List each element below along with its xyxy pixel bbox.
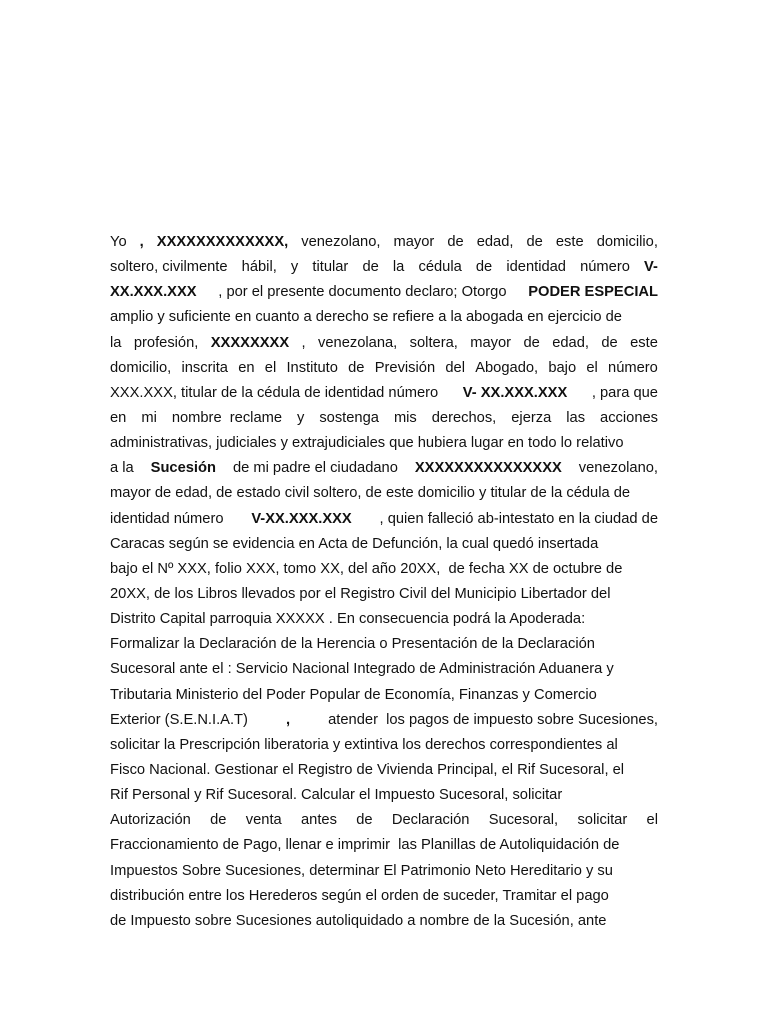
text-line [110, 708, 658, 733]
text-segment: inscrita [181, 359, 228, 376]
text-line [110, 255, 658, 280]
text-segment: en [110, 409, 127, 426]
text-segment: hábil, [241, 259, 277, 276]
text-segment: de mi padre el ciudadano [232, 460, 398, 477]
text-segment: Formalizar la Declaración de la Herencia o Presentación de la Declaración [110, 636, 595, 653]
text-segment: de [447, 234, 464, 250]
text-segment: la [110, 334, 122, 351]
text-line [110, 859, 658, 884]
text-segment: el [646, 812, 658, 829]
text-segment: derechos, [431, 409, 497, 426]
text-segment: solicitar la Prescripción liberatoria y extintiva los derechos correspondientes al [110, 736, 618, 753]
text-segment: venta [245, 812, 282, 829]
text-segment: de [362, 259, 379, 276]
text-line [110, 481, 658, 506]
text-line [110, 808, 658, 833]
text-segment: ejerza [511, 409, 552, 426]
bold-text-segment: PODER ESPECIAL [528, 284, 658, 301]
text-segment: edad, [476, 234, 514, 250]
text-segment: venezolano, [301, 234, 381, 250]
text-segment: y [290, 259, 299, 276]
text-segment: el [586, 359, 598, 376]
text-line [110, 557, 658, 582]
text-line [110, 833, 658, 858]
text-segment: Caracas según se evidencia en Acta de Defunción, la cual quedó insertada [110, 535, 599, 552]
body-paragraph [110, 230, 658, 934]
text-segment: mayor de edad, de estado civil soltero, de este domicilio y titular de la cédula de [110, 485, 631, 502]
text-segment: venezolano, [578, 460, 658, 477]
text-segment: Instituto [286, 359, 338, 376]
text-segment: solicitar [577, 812, 628, 829]
text-segment: Exterior (S.E.N.I.A.T) [110, 711, 248, 728]
text-segment: de [210, 812, 227, 829]
text-segment: , [301, 334, 306, 351]
text-segment: número [580, 259, 630, 276]
text-segment: acciones [600, 409, 658, 426]
text-segment: Tributaria Ministerio del Poder Popular de Economía, Finanzas y Comercio [110, 686, 597, 703]
text-segment: Rif Personal y Rif Sucesoral. Calcular el Impuesto Sucesoral, solicitar [110, 787, 563, 804]
text-segment: Sucesoral, [488, 812, 559, 829]
text-line [110, 280, 658, 305]
text-segment: a la [110, 460, 134, 477]
text-segment: cédula [418, 259, 462, 276]
text-line [110, 532, 658, 557]
text-line [110, 733, 658, 758]
text-segment: el [264, 359, 277, 376]
text-segment: domicilio, [110, 359, 172, 376]
text-line [110, 683, 658, 708]
text-line [110, 758, 658, 783]
text-line [110, 909, 658, 934]
text-line [110, 884, 658, 909]
text-segment: Previsión [374, 359, 436, 376]
text-line [110, 406, 658, 431]
text-line [110, 431, 658, 456]
text-segment: de [348, 359, 365, 376]
text-segment: bajo [548, 359, 577, 376]
bold-text-segment: V-XX.XXX.XXX [251, 510, 352, 527]
text-segment: mi [141, 409, 157, 426]
text-segment: del [445, 359, 465, 376]
text-segment: Yo [110, 234, 127, 250]
text-segment: amplio y suficiente en cuanto a derecho se refiere a la abogada en ejercicio de [110, 309, 622, 326]
text-line [110, 305, 658, 330]
text-segment: Declaración [391, 812, 470, 829]
bold-text-segment: , [139, 234, 144, 250]
bold-text-segment: XXXXXXXXXXXXX, [156, 234, 289, 250]
text-segment: identidad número [110, 510, 224, 527]
text-segment: XXX.XXX, titular de la cédula de identidad número [110, 384, 439, 401]
text-segment: de [526, 234, 543, 250]
text-segment: Sucesoral ante el : Servicio Nacional Integrado de Administración Aduanera y [110, 661, 614, 678]
text-segment: en [238, 359, 255, 376]
text-segment: mis [393, 409, 417, 426]
text-line [110, 356, 658, 381]
text-segment: titular [312, 259, 349, 276]
bold-text-segment: V- [644, 259, 658, 276]
bold-text-segment: V- XX.XXX.XXX [462, 384, 568, 401]
text-segment: distribución entre los Herederos según el orden de suceder, Tramitar el pago [110, 887, 609, 904]
text-line [110, 230, 658, 255]
bold-text-segment: , [285, 711, 291, 728]
text-segment: sostenga [319, 409, 379, 426]
text-line [110, 783, 658, 808]
text-segment: antes [301, 812, 337, 829]
text-segment: este [630, 334, 658, 351]
text-line [110, 632, 658, 657]
text-segment: de [475, 259, 493, 276]
text-segment: de [356, 812, 373, 829]
text-segment: de Impuesto sobre Sucesiones autoliquidado a nombre de la Sucesión, ante [110, 912, 607, 929]
text-segment: Impuestos Sobre Sucesiones, determinar El Patrimonio Neto Hereditario y su [110, 862, 613, 879]
text-segment: soltera, [409, 334, 458, 351]
text-segment: Fisco Nacional. Gestionar el Registro de Vivienda Principal, el Rif Sucesoral, el [110, 761, 625, 778]
text-line [110, 582, 658, 607]
text-segment: mayor [470, 334, 512, 351]
text-line [110, 507, 658, 532]
text-segment: bajo el Nº XXX, folio XXX, tomo XX, del año 20XX, de fecha XX de octubre de [110, 560, 623, 577]
text-segment: 20XX, de los Libros llevados por el Registro Civil del Municipio Libertador del [110, 585, 611, 602]
text-segment: este [555, 234, 584, 250]
text-segment: identidad [506, 259, 566, 276]
text-segment: domicilio, [596, 234, 658, 250]
text-segment: edad, [552, 334, 589, 351]
text-segment: atender los pagos de impuesto sobre Sucesiones, [328, 711, 658, 728]
text-segment: de [523, 334, 540, 351]
text-line [110, 381, 658, 406]
text-segment: de [601, 334, 618, 351]
text-segment: administrativas, judiciales y extrajudiciales que hubiera lugar en todo lo relativo [110, 435, 624, 452]
text-segment: y [297, 409, 305, 426]
bold-text-segment: Sucesión [150, 460, 216, 477]
text-line [110, 607, 658, 632]
text-segment: mayor [393, 234, 435, 250]
text-segment: la [392, 259, 405, 276]
bold-text-segment: XXXXXXXX [210, 334, 290, 351]
text-segment: Abogado, [475, 359, 539, 376]
text-segment: Fraccionamiento de Pago, llenar e imprimir las Planillas de Autoliquidación de [110, 837, 620, 854]
text-segment: Autorización [110, 812, 191, 829]
text-segment: Distrito Capital parroquia XXXXX . En consecuencia podrá la Apoderada: [110, 611, 586, 628]
text-segment: número [608, 359, 658, 376]
bold-text-segment: XXXXXXXXXXXXXXX [414, 460, 562, 477]
bold-text-segment: XX.XXX.XXX [110, 284, 197, 301]
text-segment: , por el presente documento declaro; Otorgo [218, 284, 507, 301]
text-segment: nombre reclame [171, 409, 283, 426]
text-segment: profesión, [133, 334, 199, 351]
text-segment: las [566, 409, 586, 426]
text-line [110, 657, 658, 682]
text-segment: soltero, civilmente [110, 259, 228, 276]
text-segment: , para que [591, 384, 658, 401]
text-line [110, 456, 658, 481]
text-segment: , quien falleció ab-intestato en la ciudad de [379, 510, 658, 527]
text-line [110, 331, 658, 356]
text-segment: venezolana, [318, 334, 398, 351]
